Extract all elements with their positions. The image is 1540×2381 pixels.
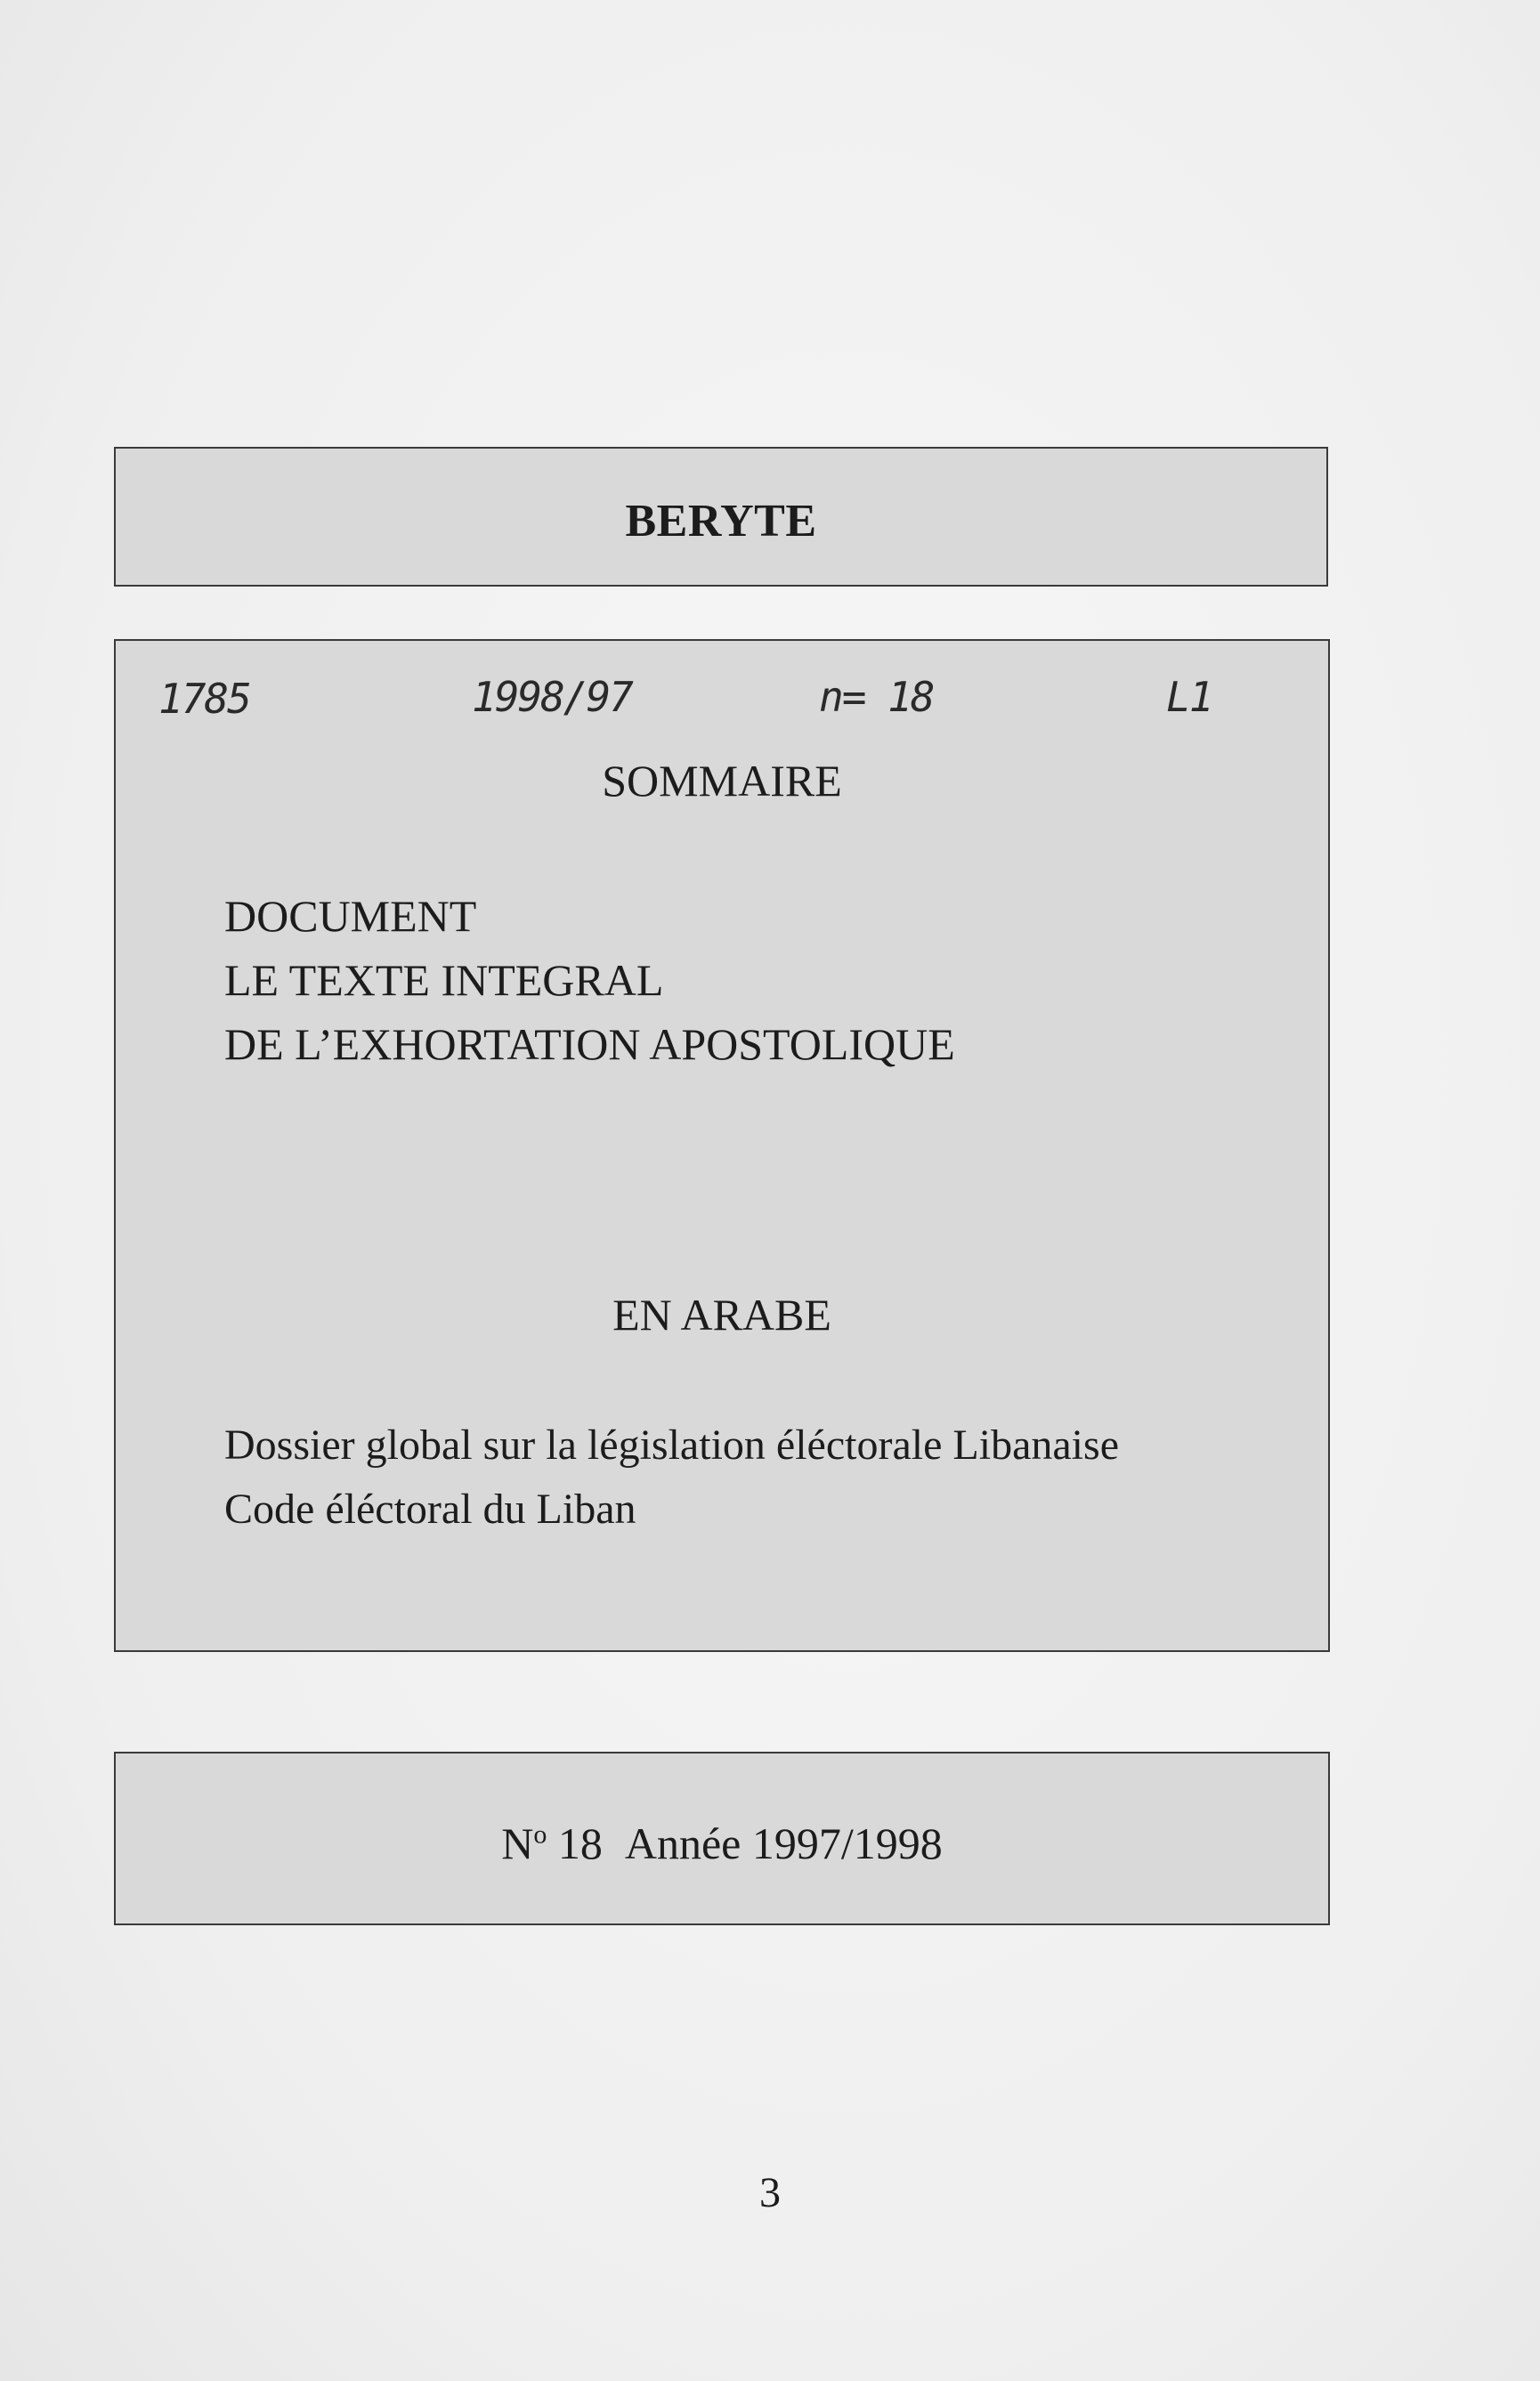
handwritten-note: L1 (1166, 673, 1212, 721)
document-line: DE L’EXHORTATION APOSTOLIQUE (224, 1019, 955, 1069)
dossier-line: Code éléctoral du Liban (224, 1486, 636, 1533)
issue-number-superscript: o (533, 1819, 547, 1850)
arabic-section-heading: EN ARABE (612, 1290, 831, 1340)
document-line: DOCUMENT (224, 891, 477, 941)
journal-title: BERYTE (625, 496, 817, 547)
handwritten-note: n= 18 (819, 673, 934, 721)
summary-box (114, 639, 1330, 1652)
issue-box (114, 1752, 1330, 1925)
issue-year: Année 1997/1998 (624, 1818, 943, 1868)
handwritten-note: 1998/97 (472, 673, 632, 721)
page-number: 3 (759, 2169, 781, 2216)
dossier-line: Dossier global sur la législation éléctorale Libanaise (224, 1421, 1119, 1469)
issue-info (116, 1818, 1328, 1869)
handwritten-note: 1785 (158, 675, 250, 723)
issue-number: 18 (557, 1818, 603, 1868)
summary-heading: SOMMAIRE (602, 756, 842, 806)
issue-number-prefix: N (501, 1818, 534, 1868)
title-box (114, 447, 1328, 587)
document-line: LE TEXTE INTEGRAL (224, 955, 664, 1005)
